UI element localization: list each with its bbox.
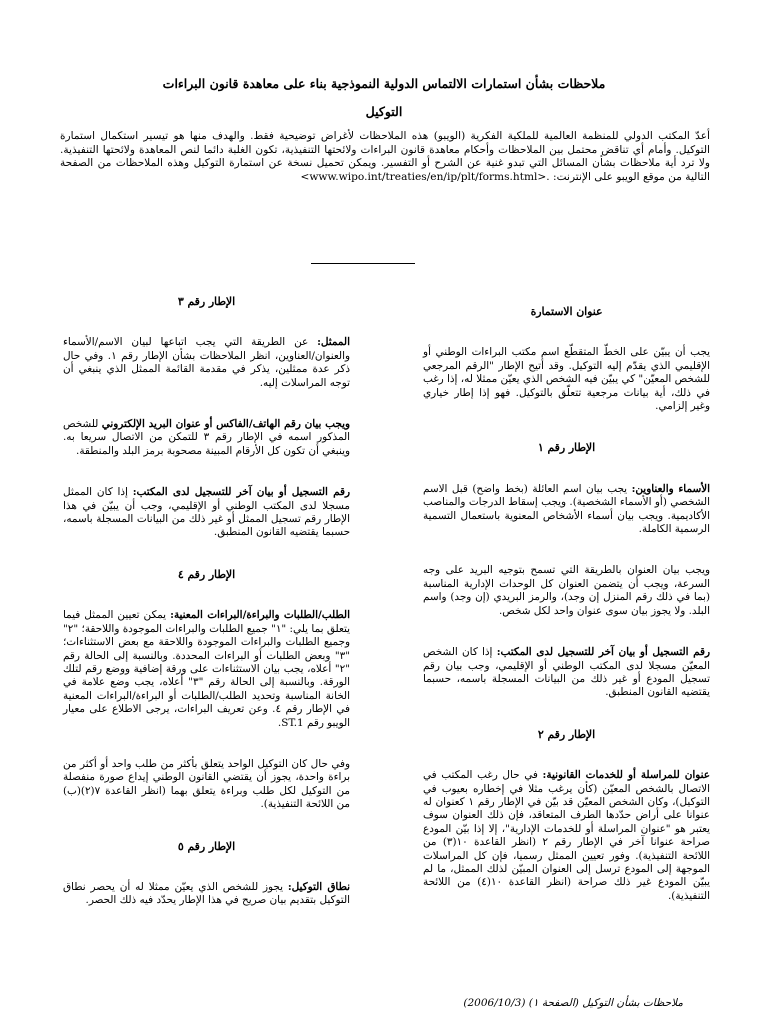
paragraph-multiple-applications: وفي حال كان التوكيل الواحد يتعلق بأكثر من طلب واحد أو أكثر من براءة واحدة، يجوز أن يقتضي القانون الوطني إيداع صورة منفصلة من التوكيل لكل طلب وبراءة يتعلق بهما (انظر القاعدة ٧(٢)(ب) من اللائحة التنفيذية). <box>63 757 350 811</box>
lead-correspondence-address: عنوان للمراسلة أو للخدمات القانونية: <box>542 769 710 782</box>
intro-text: أعدّ المكتب الدولي للمنظمة العالمية للملكية الفكرية (الويبو) هذه الملاحظات لأغراض توضيحية فقط. والهدف منها هو تيسير استكمال استمارة التوكيل. وأمام أي تناقض محتمل بين الملاحظات وأحكام معاهدة قانون البراءات ولائحتها التنفيذية، تكون الغلبة دائما لنص المعاهدة ولائحتها التنفيذية. ولا ترد أية ملاحظات بشأن المسائل التي تبدو غنية عن الشرح أو التفسير. ويمكن تحميل نسخة عن استمارة التوكيل وهذه الملاحظات من الصفحة التالية من موقع الويبو على الإنترنت: <box>60 130 710 183</box>
lead-representative: الممثل: <box>317 336 350 349</box>
paragraph-correspondence-address <box>423 769 710 903</box>
lead-registration-representative: رقم التسجيل أو بيان آخر للتسجيل لدى المكتب: <box>132 486 350 499</box>
heading-box-3: الإطار رقم ٣ <box>177 295 236 308</box>
text-representative: عن الطريقة التي يجب اتباعها لبيان الاسم/الأسماء والعنوان/العناوين، انظر الملاحظات بشأن الإطار رقم ١. وفي حال ذكر عدة ممثلين، يذكر في مقدمة القائمة الممثل الذي ينبغي أن توجه المراسلات إليه. <box>63 336 350 389</box>
section-divider <box>311 263 415 264</box>
paragraph-names-addresses <box>423 483 710 537</box>
intro-url: <www.wipo.int/treaties/en/ip/plt/forms.html>. <box>300 170 550 183</box>
document-subtitle: التوكيل <box>365 104 403 119</box>
paragraph-registration-representative <box>63 486 350 540</box>
heading-box-4: الإطار رقم ٤ <box>177 567 236 581</box>
lead-contact-numbers: ويجب بيان رقم الهاتف/الفاكس أو عنوان البريد الإلكتروني <box>101 418 350 431</box>
lead-names-addresses: الأسماء والعناوين: <box>631 482 710 495</box>
left-column <box>63 295 350 936</box>
heading-form-title: عنوان الاستمارة <box>530 305 603 318</box>
text-correspondence-address: في حال رغب المكتب في الاتصال بالشخص المعيّن (كأن يرغب مثلا في إخطاره بعيوب في التوكيل)، وكان الشخص المعيّن قد بيّن في الإطار رقم ١ كعنوان له عنوانا على أراض حدّدها الطرف المتعاقد، فإن ذلك العنوان سوف يعتبر هو "عنوان المراسلة أو للخدمات الإدارية"، إلا إذا بيّن المودع صراحة عنوانا آخر في الإطار رقم ٢ (انظر القاعدة ١٠(٣) من اللائحة التنفيذية). وفور تعيين الممثل رسميا، فإن كل المراسلات الموجهة إلى المودع ترسل إلى العنوان المبيّن لذلك الممثل، ما لم يبيّن المودع غير ذلك صراحة (انظر القاعدة ١٠(٤) من اللائحة التنفيذية). <box>423 769 710 902</box>
text-names-addresses: يجب بيان اسم العائلة (بخط واضح) قبل الاسم الشخصي (أو الأسماء الشخصية). ويجب إسقاط الدرجات والمناصب الأكاديمية. ويجب بيان أسماء الأشخاص المعنوية باستعمال التسمية الرسمية الكاملة. <box>423 482 710 536</box>
lead-scope: نطاق التوكيل: <box>287 880 350 893</box>
intro-paragraph <box>60 130 710 184</box>
text-contact-numbers: للشخص المذكور اسمه في الإطار رقم ٣ للتمكن من الاتصال سريعا به. وينبغي أن تكون كل الأرقام المبينة مصحوبة برمز البلد والمنطقة. <box>63 418 351 457</box>
right-column <box>423 305 710 931</box>
text-registration-representative: إذا كان الممثل مسجلا لدى المكتب الوطني أو الإقليمي، وجب أن يبيّن في هذا الإطار رقم تسجيل الممثل أو غير ذلك من البيانات المسجلة باسمه، حسبما يقتضيه القانون المنطبق. <box>63 486 350 539</box>
paragraph-representative <box>63 336 350 390</box>
page-footer: ملاحظات بشأن التوكيل (الصفحة ١) (2006/10/3) <box>463 997 683 1009</box>
paragraph-contact-numbers <box>63 418 350 458</box>
heading-box-1: الإطار رقم ١ <box>537 441 596 455</box>
paragraph-address-rules: ويجب بيان العنوان بالطريقة التي تسمح بتوجيه البريد على وجه السرعة، ويجب أن يتضمن العنوان كل الوحدات الإدارية المناسبة (بما في ذلك رقم المنزل إن وجد)، والرمز البريدي (إن وجد) واسم البلد. ولا يجوز بيان سوى عنوان واحد لكل شخص. <box>423 564 710 617</box>
text-registration-applicant: إذا كان الشخص المعيّن مسجلا لدى المكتب الوطني أو الإقليمي، وجب بيان رقم تسجيل المودع أو غير ذلك من البيانات المسجلة باسمه، حسبما يقتضيه القانون المنطبق. <box>423 646 710 699</box>
text-applications-patents: يمكن تعيين الممثل فيما يتعلق بما يلي: "١" جميع الطلبات والبراءات الموجودة واللاحقة؛ "٢" وجميع الطلبات والبراءات الموجودة واللاحقة مع بعض الاستثناءات؛ "٣" وبعض الطلبات أو البراءات المحددة. وبالنسبة إلى الحالة رقم "٢" أعلاه، يجب بيان الاستثناءات على ورقة إضافية ووضع رقم لتلك الورقة. وبالنسبة إلى الحالة رقم "٣" أعلاه، يجب وضع علامة في الخانة المناسبة وتحديد الطلب/الطلبات أو البراءة/البراءات المعنية في الإطار رقم ٤. وعن تعريف البراءات، يرجى الاطلاع على معيار الويبو رقم ST.1. <box>63 609 351 729</box>
lead-registration-applicant: رقم التسجيل أو بيان آخر للتسجيل لدى المكتب: <box>496 646 710 659</box>
document-title: ملاحظات بشأن استمارات الالتماس الدولية النموذجية بناء على معاهدة قانون البراءات <box>162 76 606 91</box>
paragraph-registration-applicant <box>423 646 710 700</box>
lead-applications-patents: الطلب/الطلبات والبراءة/البراءات المعنية: <box>170 609 350 622</box>
text-scope: يجوز للشخص الذي يعيّن ممثلا له أن يحصر نطاق التوكيل بتقديم بيان صريح في هذا الإطار يحدّد فيه ذلك الحصر. <box>63 880 350 907</box>
paragraph-applications-patents <box>63 609 350 730</box>
heading-box-2: الإطار رقم ٢ <box>537 727 596 741</box>
paragraph-form-title: يجب أن يبيّن على الخطّ المتقطّع اسم مكتب البراءات الوطني أو الإقليمي الذي يقدّم إليه التوكيل. وقد أتيح الإطار "الرقم المرجعي للشخص المعيّن" كي يبيّن فيه الشخص الذي يعيّن ممثلا له، إذا رغب في ذلك، أية بيانات مرجعية تتعلّق بالتوكيل. فهو إذا إطار خياري وغير إلزامي. <box>423 346 710 413</box>
heading-box-5: الإطار رقم ٥ <box>177 839 236 853</box>
paragraph-scope <box>63 881 350 908</box>
